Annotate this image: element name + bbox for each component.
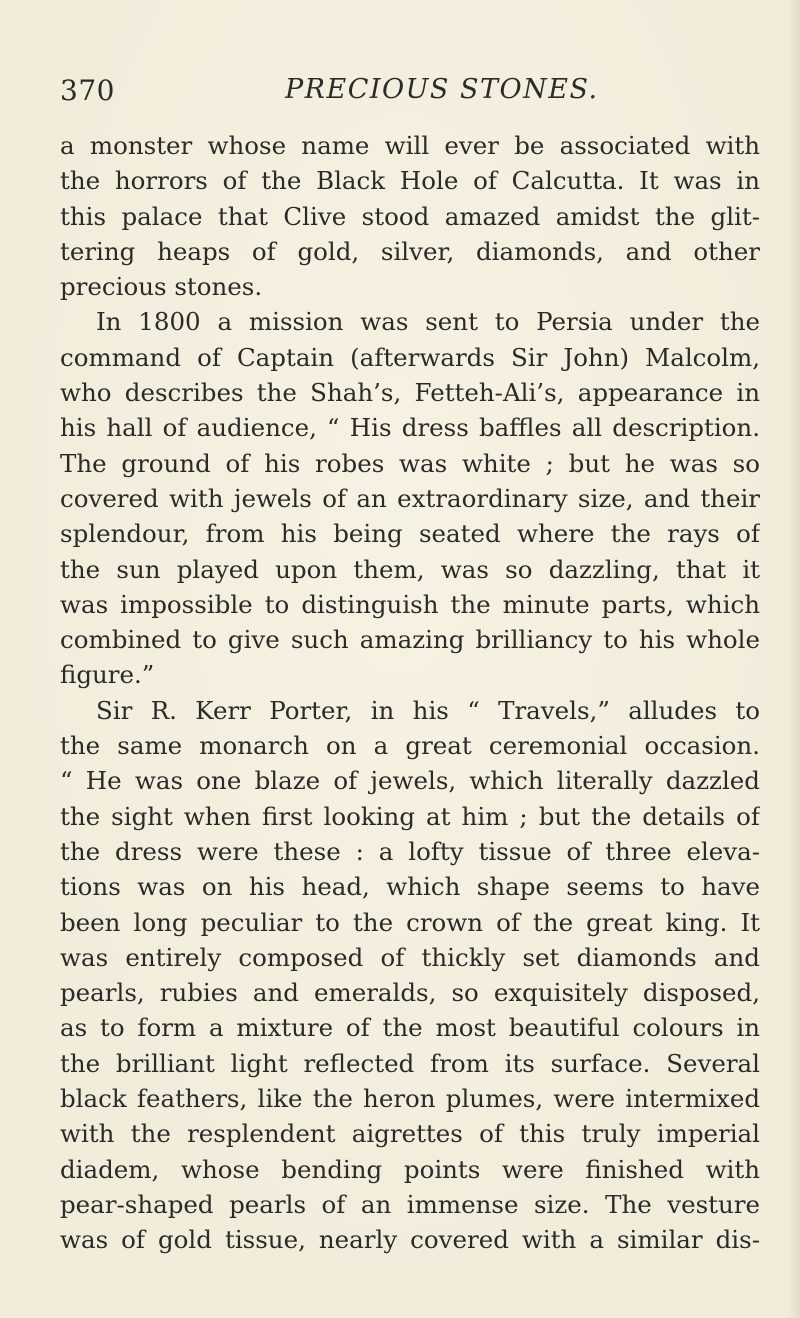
text-line: command of Captain (afterwards Sir John) Malcolm, [60,342,760,372]
text-line: “ He was one blaze of jewels, which literally dazzled [60,766,760,796]
text-line: pear-shaped pearls of an immense size. The vesture [60,1189,760,1219]
text-line: the dress were these : a lofty tissue of three eleva- [60,836,760,866]
text-line: tions was on his head, which shape seems to have [60,872,760,902]
text-line: the sun played upon them, was so dazzling, that it [60,554,760,584]
text-line: a monster whose name will ever be associated with [60,131,760,160]
page-header [60,74,740,114]
text-line: Sir R. Kerr Porter, in his “ Travels,” alludes to [96,695,760,725]
text-line: who describes the Shah’s, Fetteh-Ali’s, appearance in [60,378,760,408]
body-text [60,128,760,1258]
text-line: precious stones. [60,272,263,302]
running-title: PRECIOUS STONES. [285,74,599,105]
text-line: been long peculiar to the crown of the great king. It [60,907,760,937]
text-line: In 1800 a mission was sent to Persia under the [96,307,760,337]
text-line: The ground of his robes was white ; but he was so [60,448,760,478]
text-line: tering heaps of gold, silver, diamonds, and other [60,236,760,266]
text-line: combined to give such amazing brilliancy to his whole [60,625,760,655]
text-line: splendour, from his being seated where the rays of [60,519,760,549]
text-line: the brilliant light reflected from its surface. Several [60,1048,760,1078]
text-line: figure.” [60,660,155,690]
text-line: the sight when first looking at him ; but the details of [60,801,760,831]
text-line: with the resplendent aigrettes of this truly imperial [60,1119,760,1149]
text-line: his hall of audience, “ His dress baffles all description. [60,413,760,443]
text-line: pearls, rubies and emeralds, so exquisitely disposed, [60,978,760,1008]
text-line: the same monarch on a great ceremonial occasion. [60,731,760,761]
text-line: black feathers, like the heron plumes, were intermixed [60,1084,760,1114]
text-line: was impossible to distinguish the minute parts, which [60,589,760,619]
text-line: this palace that Clive stood amazed amidst the glit- [60,201,760,231]
text-line: was entirely composed of thickly set diamonds and [60,942,760,972]
page-number: 370 [60,74,115,107]
text-line: the horrors of the Black Hole of Calcutta. It was in [60,166,760,196]
page-edge-shadow [788,0,800,1318]
text-line: as to form a mixture of the most beautiful colours in [60,1013,760,1043]
text-line: covered with jewels of an extraordinary size, and their [60,483,760,513]
text-line: was of gold tissue, nearly covered with a similar dis- [60,1225,760,1255]
text-line: diadem, whose bending points were finished with [60,1154,760,1184]
